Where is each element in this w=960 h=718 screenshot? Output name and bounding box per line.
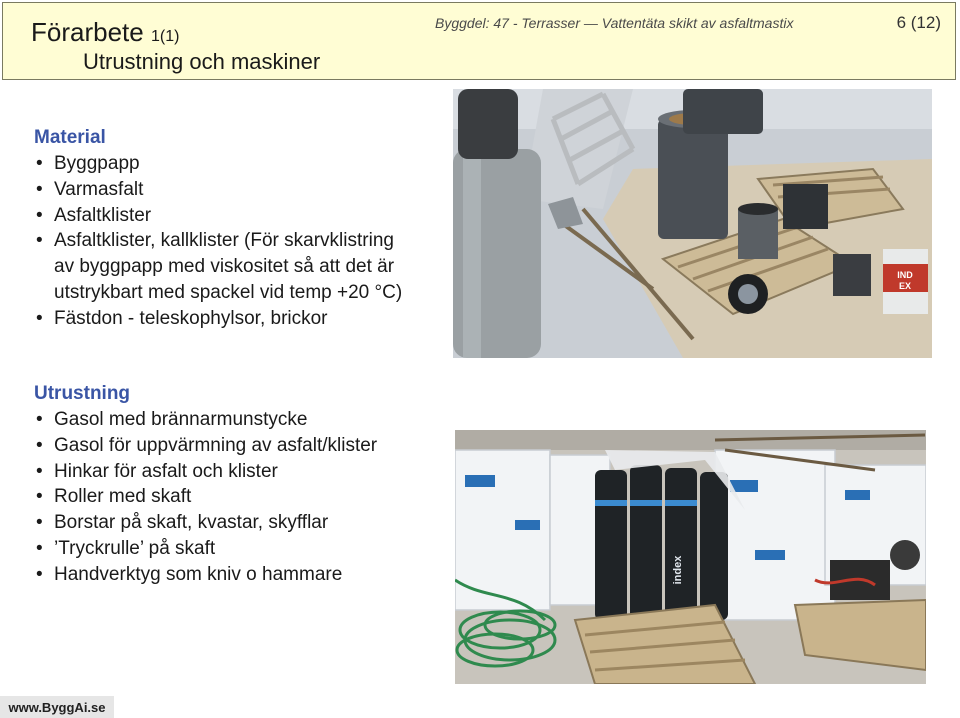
slide-header: [2, 2, 956, 80]
list-item: • Roller med skaft: [34, 484, 377, 510]
roll-brand-label: index: [672, 555, 684, 585]
list-item: • Gasol med brännarmunstycke: [34, 407, 377, 433]
list-item: • Borstar på skaft, kvastar, skyfflar: [34, 510, 377, 536]
bucket-label-line1: IND: [897, 270, 913, 280]
list-item: • Fästdon - teleskophylsor, brickor: [34, 306, 402, 332]
list-item-continuation: av byggpapp med viskositet så att det är: [54, 256, 395, 278]
footer-site: [0, 696, 114, 718]
equipment-list: [34, 407, 377, 588]
bucket-label-line2: EX: [898, 281, 912, 291]
slide-subtitle: Utrustning och maskiner: [83, 49, 321, 74]
category-label: Byggdel: 47 - Terrasser — Vattentäta skikt av asfaltmastix: [435, 15, 794, 31]
photo-materials-storage: [455, 430, 926, 684]
footer-site-text: www.ByggAi.se: [8, 699, 106, 715]
list-item: • Varmasfalt: [34, 177, 402, 203]
list-item: • Hinkar för asfalt och klister: [34, 459, 377, 485]
list-item: • ’Tryckrulle’ på skaft: [34, 536, 377, 562]
equipment-heading: Utrustning: [34, 383, 131, 404]
slide-title: [31, 17, 179, 48]
material-heading: Material: [34, 127, 106, 148]
page-number: 6 (12): [896, 13, 941, 32]
slide-part: 1(1): [150, 28, 180, 45]
material-list: [34, 151, 402, 332]
list-item: • Asfaltklister: [34, 203, 402, 229]
list-item: • Asfaltklister, kallklister (För skarvklistring: [34, 228, 402, 254]
list-item: • Gasol för uppvärmning av asfalt/klister: [34, 433, 377, 459]
slide-title-text: Förarbete: [31, 17, 144, 47]
list-item: • Byggpapp: [34, 151, 402, 177]
photo-tools-on-site: [453, 89, 932, 358]
list-item: • Handverktyg som kniv o hammare: [34, 562, 377, 588]
list-item-continuation: utstrykbart med spackel vid temp +20 °C): [54, 281, 403, 303]
